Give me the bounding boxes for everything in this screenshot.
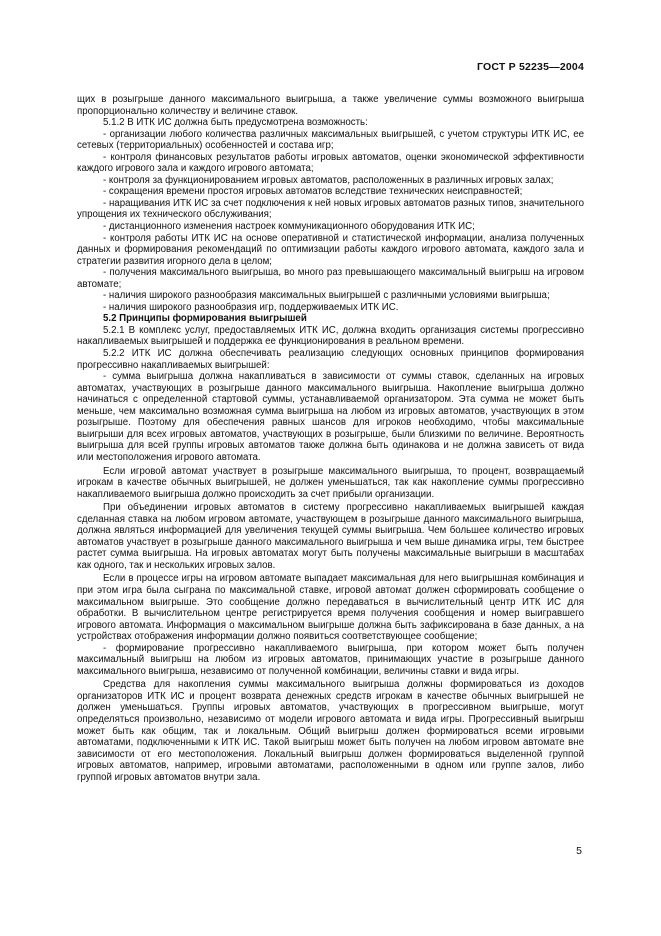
list-item: - сокращения времени простоя игровых автоматов вследствие технических неисправностей; (103, 186, 523, 198)
list-item: - контроля за функционированием игровых автоматов, расположенных в различных игровых залах; (103, 174, 554, 186)
paragraph: Средства для накопления суммы максимального выигрыша должны формироваться из доходов организаторов ИТК ИС и процент возврата денежных средств игрокам в качестве обычных выигрышей не должен уменьшаться. Группы игровых автоматов, участвующих в прогрессивном выигрыше, могут определяться произвольно, независимо от модели игрового автомата и вида игры. Прогрессивный выигрыш может быть как общим, так и локальным. Общий выигрыш должен формироваться всеми игровыми автоматами, подключенными к ИТК ИС. Такой выигрыш может быть получен на любом игровом автомате вне зависимости от его местоположения. Локальный выигрыш должен формироваться выделенной группой игровых автоматов, например, игровыми автоматами, расположенными в одном или группе залов, либо группой игровых автоматов внутри зала. (77, 679, 584, 783)
list-item: - организации любого количества различных максимальных выигрышей, с учетом структуры ИТК ИС, ее сетевых (территориальных) особенностей и состава игр; (77, 128, 584, 152)
list-item: - формирование прогрессивно накапливаемого выигрыша, при котором может быть получен максимальный выигрыш на любом из игровых автоматов, принимающих участие в розыгрыше данного максимального выигрыша, независимо от полученной комбинации, величины ставки и вида игры. (77, 642, 584, 677)
paragraph-continuation: щих в розыгрыше данного максимального выигрыша, а также увеличение суммы возможного выигрыша пропорционально количеству и величине ставок. (77, 94, 584, 117)
document-header: ГОСТ Р 52235—2004 (476, 61, 584, 73)
list-item: - наличия широкого разнообразия максимальных выигрышей с различными условиями выигрыша; (103, 290, 550, 302)
clause-5-2-1: 5.2.1 В комплекс услуг, предоставляемых ИТК ИС, должна входить организация системы прогрессивно накапливаемых выигрышей и поддержка ее функционирования в реальном времени. (77, 324, 584, 348)
paragraph: Если игровой автомат участвует в розыгрыше максимального выигрыша, то процент, возвращаемый игрокам в качестве обычных выигрышей, не должен уменьшаться, так как накопление суммы прогрессивно накапливаемого выигрыша должно происходить за счет прибыли организации. (77, 465, 584, 500)
list-item: - получения максимального выигрыша, во много раз превышающего максимальный выигрыш на игровом автомате; (77, 267, 584, 290)
paragraph: При объединении игровых автоматов в систему прогрессивно накапливаемых выигрышей каждая сделанная ставка на любом игровом автомате, участвующем в розыгрыше данного максимального выигрыша, должна являться информацией для увеличения текущей суммы выигрыша. Чем большее количество игровых автоматов участвует в розыгрыше данного максимального выигрыша и чем выше динамика игры, тем быстрее растет сумма выигрыша. На игровых автоматах могут быть получены максимальные выигрыши в масштабах как одного, так и нескольких игровых залов. (77, 502, 584, 571)
clause-5-2-2: 5.2.2 ИТК ИС должна обеспечивать реализацию следующих основных принципов формирования прогрессивно накапливаемых выигрышей: (77, 348, 584, 371)
list-item: - дистанционного изменения настроек коммуникационного оборудования ИТК ИС; (103, 221, 475, 233)
paragraph: Если в процессе игры на игровом автомате выпадает максимальная для него выигрышная комбинация и при этом игра была сыграна по максимальной ставке, игровой автомат должен сформировать сообщение о максимальном выигрыше. Это сообщение должно передаваться в вычислительный центр ИТК ИС для обработки. В вычислительном центре регистрируется время получения сообщения и номер выигравшего игрового автомата. Информация о максимальном выигрыше должна быть зафиксирована в базе данных, а на устройствах отображения информации должно появиться соответствующее сообщение; (77, 573, 584, 643)
clause-5-1-2: 5.1.2 В ИТК ИС должна быть предусмотрена возможность: (103, 117, 368, 129)
list-item: - наращивания ИТК ИС за счет подключения к ней новых игровых автоматов разных типов, значительного упрощения их технического обслуживания; (77, 197, 584, 221)
page-number: 5 (576, 845, 582, 857)
list-item: - сумма выигрыша должна накапливаться в зависимости от суммы ставок, сделанных на игровых автоматах, участвующих в розыгрыше данного максимального выигрыша. Накопление выигрыша должно начинаться с определенной стартовой суммы, устанавливаемой организатором. Эта сумма не может быть меньше, чем максимально возможная сумма выигрыша на любом из игровых автоматов, участвующих в этом розыгрыше. Поэтому для обеспечения равных шансов для игроков необходимо, чтобы максимальные выигрыши для всех игровых автоматов, участвующих в розыгрыше, были близкими по величине. Вероятность выигрыша для всей группы игровых автоматов также должна быть одинакова и не должна зависеть от вида или местоположения игрового автомата. (77, 371, 584, 463)
list-item: - контроля финансовых результатов работы игровых автоматов, оценки экономической эффективности каждого игрового зала и каждого игрового автомата; (77, 151, 584, 175)
list-item: - контроля работы ИТК ИС на основе оперативной и статистической информации, анализа полученных данных и формирования рекомендаций по оптимизации работы каждого игрового автомата, каждого зала и стратегии развития игорного дела в целом; (77, 232, 584, 267)
section-heading-5-2: 5.2 Принципы формирования выигрышей (103, 313, 307, 325)
list-item: - наличия широкого разнообразия игр, поддерживаемых ИТК ИС. (103, 301, 399, 313)
document-body (77, 94, 584, 783)
